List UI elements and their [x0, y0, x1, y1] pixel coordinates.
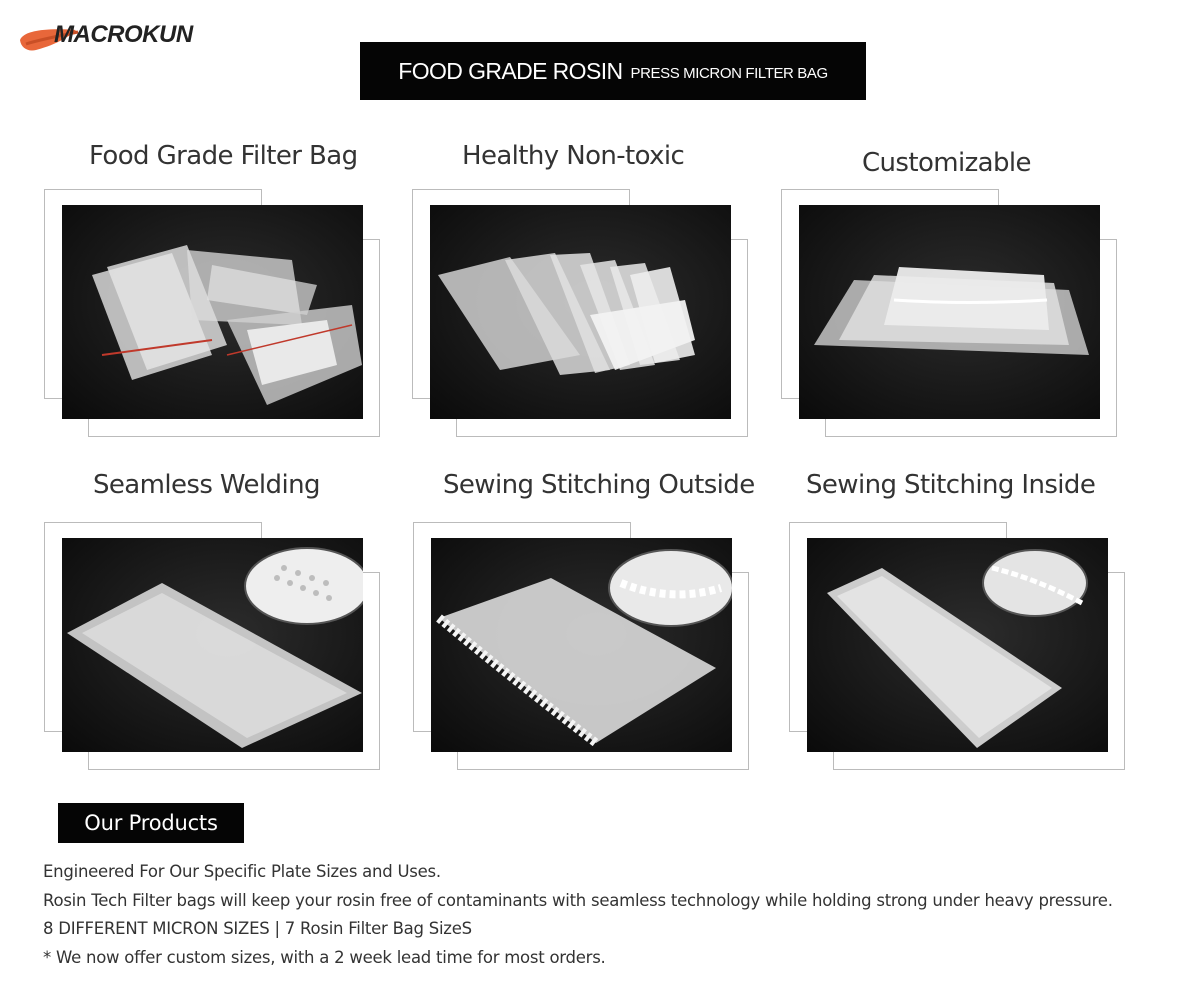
- feature-title-seamless: Seamless Welding: [93, 470, 320, 500]
- feature-card-seamless: [44, 522, 384, 772]
- photo-outside-stitched-bag-with-zoom: [431, 538, 732, 752]
- description-line: Engineered For Our Specific Plate Sizes and Uses.: [43, 862, 441, 881]
- feature-card-customizable: [781, 189, 1121, 439]
- banner-title: FOOD GRADE ROSIN: [398, 57, 623, 84]
- photo-fanned-mesh-sheets: [430, 205, 731, 419]
- feature-title-customizable: Customizable: [862, 148, 1031, 178]
- feature-card-outside: [413, 522, 753, 772]
- logo-text: MACROKUN: [54, 21, 193, 48]
- feature-title-inside: Sewing Stitching Inside: [806, 470, 1096, 500]
- feature-title-food-grade: Food Grade Filter Bag: [89, 141, 358, 171]
- photo-filter-bags-in-zip-bags: [62, 205, 363, 419]
- brand-logo: [18, 18, 218, 58]
- products-description: [43, 858, 1193, 972]
- photo-welded-bag-with-zoom: [62, 538, 363, 752]
- description-line: Rosin Tech Filter bags will keep your rosin free of contaminants with seamless technology while holding strong under heavy pressure.: [43, 890, 1113, 910]
- feature-card-non-toxic: [412, 189, 752, 439]
- feature-title-non-toxic: Healthy Non-toxic: [462, 141, 685, 171]
- title-banner: [360, 42, 866, 100]
- banner-subtitle: PRESS MICRON FILTER BAG: [630, 64, 828, 82]
- feature-card-inside: [789, 522, 1129, 772]
- description-line: 8 DIFFERENT MICRON SIZES | 7 Rosin Filter Bag SizeS: [43, 919, 472, 938]
- photo-inside-stitched-bag-with-zoom: [807, 538, 1108, 752]
- feature-card-food-grade: [44, 189, 384, 439]
- description-line: * We now offer custom sizes, with a 2 week lead time for most orders.: [43, 947, 606, 967]
- photo-stacked-mesh-bags: [799, 205, 1100, 419]
- feature-title-outside: Sewing Stitching Outside: [443, 470, 755, 500]
- our-products-heading: Our Products: [58, 803, 244, 843]
